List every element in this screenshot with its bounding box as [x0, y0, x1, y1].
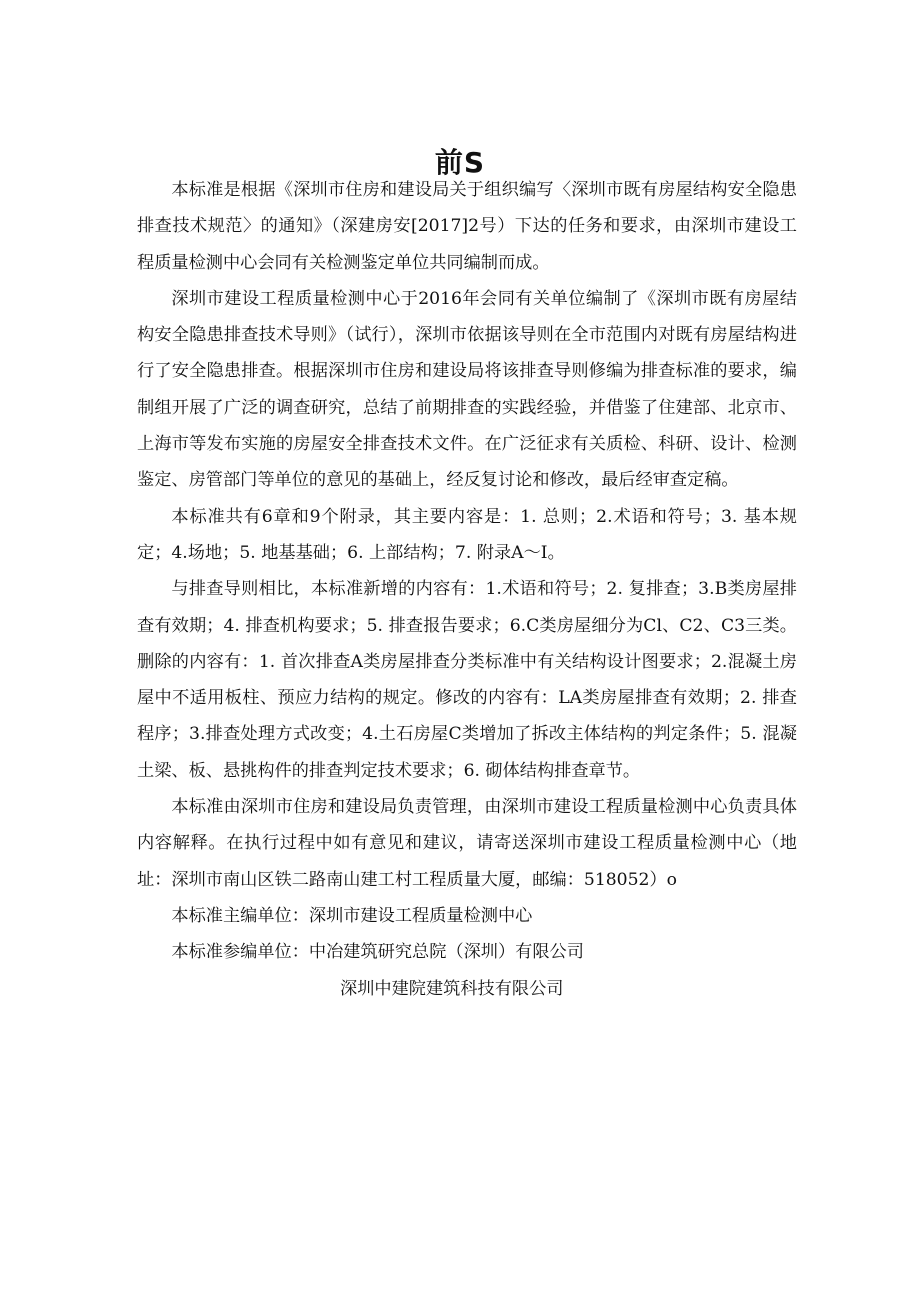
document-body [137, 172, 797, 1007]
participating-unit: 本标准参编单位：中冶建筑研究总院（深圳）有限公司 [171, 942, 584, 963]
paragraph-changes: 与排查导则相比，本标准新增的内容有：1.术语和符号；2. 复排查；3.B类房屋排查有效期；4. 排查机构要求；5. 排查报告要求；6.C类房屋细分为Cl、C2、C3三类。删除的内容有：1. 首次排查A类房屋排查分类标准中有关结构设计图要求；2.混凝土房屋中不适用板柱、预应力结构的规定。修改的内容有：LA类房屋排查有效期；2. 排查程序；3.排查处理方式改变；4.土石房屋C类增加了拆改主体结构的判定条件；5. 混凝土梁、板、悬挑构件的排查判定技术要求；6. 砌体结构排查章节。 [137, 579, 797, 781]
page-title: 前S [434, 146, 486, 179]
participating-unit-secondary: 深圳中建院建筑科技有限公司 [340, 978, 564, 999]
paragraph-contents: 本标准共有6章和9个附录，其主要内容是：1. 总则；2.术语和符号；3. 基本规定；4.场地；5. 地基基础；6. 上部结构；7. 附录A～I。 [137, 506, 797, 563]
paragraph-basis: 本标准是根据《深圳市住房和建设局关于组织编写〈深圳市既有房屋结构安全隐患排查技术规范〉的通知》（深建房安[2017]2号）下达的任务和要求，由深圳市建设工程质量检测中心会同有关检测鉴定单位共同编制而成。 [137, 180, 797, 273]
paragraph-management: 本标准由深圳市住房和建设局负责管理，由深圳市建设工程质量检测中心负责具体内容解释。在执行过程中如有意见和建议，请寄送深圳市建设工程质量检测中心（地址：深圳市南山区铁二路南山建工村工程质量大厦，邮编：518052）o [137, 797, 797, 890]
chief-editor-unit: 本标准主编单位：深圳市建设工程质量检测中心 [171, 905, 533, 926]
paragraph-history: 深圳市建设工程质量检测中心于2016年会同有关单位编制了《深圳市既有房屋结构安全隐患排查技术导则》（试行），深圳市依据该导则在全市范围内对既有房屋结构进行了安全隐患排查。根据深圳市住房和建设局将该排查导则修编为排查标准的要求，编制组开展了广泛的调查研究，总结了前期排查的实践经验，并借鉴了住建部、北京市、上海市等发布实施的房屋安全排查技术文件。在广泛征求有关质检、科研、设计、检测鉴定、房管部门等单位的意见的基础上，经反复讨论和修改，最后经审查定稿。 [137, 288, 797, 491]
